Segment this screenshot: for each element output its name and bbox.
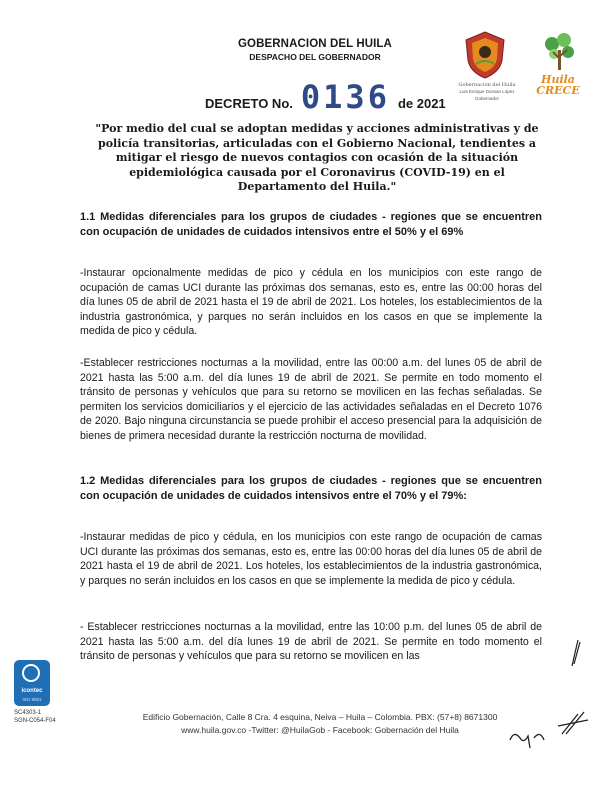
brand-word-crece: CRECE — [536, 84, 580, 97]
footer-address: Edificio Gobernación, Calle 8 Cra. 4 esquina, Neiva – Huila – Colombia. PBX: (57+8) 8671300 — [142, 712, 498, 722]
section-1-2-paragraph-1: -Instaurar medidas de pico y cédula, en los municipios con este rango de ocupación de camas UCI durante las próximas dos semanas, esto es, entre las 00:00 horas del día lunes 05 de abril de 2021 hasta el 19 de abril de 2021. Los hoteles, los establecimientos de la industria gastronómica, y parques no serán incluidos en los casos en que se implemente la medida de pico y cédula. — [80, 531, 542, 587]
icontec-badge-name: icontec — [21, 688, 43, 694]
icontec-badge-standard: ISO 9001 — [22, 697, 42, 702]
certificate-code-1: SC4303-1 — [14, 710, 42, 716]
decree-label: DECRETO No. — [205, 96, 293, 111]
huila-crest-logo — [462, 30, 508, 80]
crest-name: Luis Enrique Dussan López — [459, 89, 515, 94]
section-1-1-paragraph-1: -Instaurar opcionalmente medidas de pico y cédula en los municipios con este rango de ocupación de camas UCI durante las próximas dos semanas, esto es, entre las 00:00 horas del día lunes 05 de abril de 2021 hasta el 19 de abril de 2021. Los hoteles, los establecimientos de la industria gastronómica, y parques no serán incluidos en los casos en que se implemente la medida de pico y cédula. — [80, 267, 542, 337]
crest-role: Gobernador — [474, 96, 500, 101]
decree-year: de 2021 — [397, 96, 446, 111]
huila-crece-tree-icon — [540, 32, 578, 72]
certificate-code-2: SGN-C054-F04 — [14, 718, 56, 724]
icontec-ring-icon — [22, 664, 40, 682]
crest-caption: Gobernación del Huila — [458, 82, 516, 88]
decree-number: 0136 — [300, 78, 390, 116]
section-1-1-paragraph-2: -Establecer restricciones nocturnas a la movilidad, entre las 00:00 a.m. del lunes 05 de abril de 2021 hasta las 5:00 a.m. del día lunes 19 de abril de 2021. Se permite en todo momento el tránsito de personas y vehículos que para su retorno se movilicen en las fechas señaladas. Se permiten los servicios domiciliarios y el ejercicio de las actividades señaladas en el Decreto 1076 de 2020. Bajo ninguna circunstancia se puede prohibir el acceso presencial para la adquisición de bienes de primera necesidad durante la restricción nocturna de movilidad. — [80, 357, 542, 442]
footer-contact: www.huila.gov.co -Twitter: @HuilaGob - Facebook: Gobernación del Huila — [181, 725, 459, 735]
decree-purpose: "Por medio del cual se adoptan medidas y acciones administrativas y de policía transitorias, articuladas con el Gobierno Nacional, tendientes a mitigar el riesgo de nuevos contagios con ocasión de la situación epidemiológica causada por el Coronavirus (COVID-19) en el Departamento del Huila." — [95, 122, 539, 193]
section-1-1-heading: 1.1 Medidas diferenciales para los grupos de ciudades - regiones que se encuentren con ocupación de unidades de cuidados intensivos entre el 50% y el 69% — [80, 211, 542, 238]
decree-line — [205, 78, 446, 114]
institution-title: GOBERNACION DEL HUILA — [238, 38, 392, 50]
handwritten-signature — [500, 700, 600, 756]
section-1-2-heading: 1.2 Medidas diferenciales para los grupos de ciudades - regiones que se encuentren con ocupación de unidades de cuidados intensivos entre el 70% y el 79%: — [80, 475, 542, 502]
section-1-2-paragraph-2: - Establecer restricciones nocturnas a la movilidad, entre las 10:00 p.m. del lunes 05 de abril de 2021 hasta las 5:00 a.m. del día lunes 19 de abril de 2021. Se permite en todo momento el tránsito de personas y vehículos que para su retorno se movilicen en las — [80, 621, 542, 662]
brand-word-huila: Huila — [541, 73, 575, 86]
institution-subtitle: DESPACHO DEL GOBERNADOR — [249, 52, 381, 62]
margin-initial-mark — [568, 638, 582, 668]
